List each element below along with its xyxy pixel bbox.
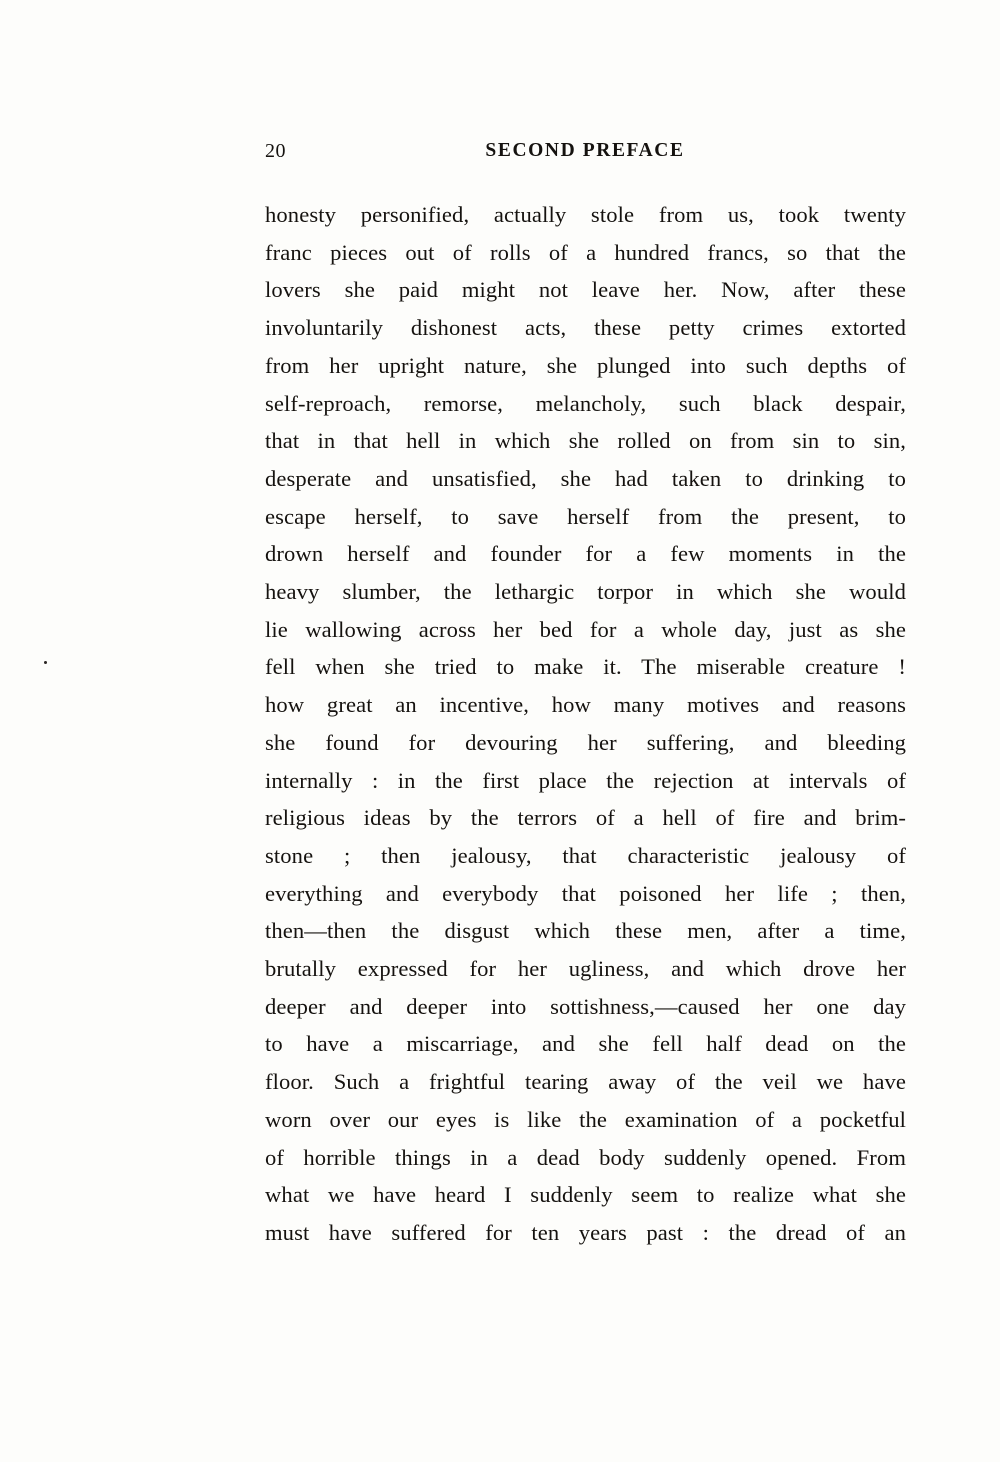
text-line: of horrible things in a dead body suddenly opened. From (265, 1144, 906, 1170)
text-line: deeper and deeper into sottishness,—caused her one day (265, 993, 906, 1019)
text-line: to have a miscarriage, and she fell half dead on the (265, 1031, 906, 1057)
text-line: drown herself and founder for a few moments in the (265, 541, 906, 567)
text-line: must have suffered for ten years past : the dread of an (265, 1219, 906, 1245)
text-line: lie wallowing across her bed for a whole day, just as she (265, 616, 906, 642)
text-line: how great an incentive, how many motives and reasons (265, 692, 906, 718)
text-line: stone ; then jealousy, that characteristic jealousy of (265, 842, 906, 868)
text-line: from her upright nature, she plunged into such depths of (265, 352, 906, 378)
text-line: desperate and unsatisfied, she had taken to drinking to (265, 465, 906, 491)
text-line: fell when she tried to make it. The miserable creature ! (265, 654, 906, 680)
running-head (265, 140, 905, 166)
text-line: escape herself, to save herself from the present, to (265, 503, 906, 529)
text-line: self-reproach, remorse, melancholy, such black despair, (265, 390, 906, 416)
text-line: honesty personified, actually stole from us, took twenty (265, 202, 906, 227)
text-line: lovers she paid might not leave her. Now, after these (265, 277, 906, 303)
text-line: that in that hell in which she rolled on from sin to sin, (265, 428, 906, 454)
text-line: what we have heard I suddenly seem to realize what she (265, 1182, 906, 1208)
text-line: brutally expressed for her ugliness, and which drove her (265, 956, 906, 982)
text-line: then—then the disgust which these men, after a time, (265, 918, 906, 944)
text-line: everything and everybody that poisoned her life ; then, (265, 880, 906, 906)
margin-mark (44, 661, 47, 664)
text-line: floor. Such a frightful tearing away of the veil we have (265, 1069, 906, 1095)
text-line: religious ideas by the terrors of a hell of fire and brim- (265, 805, 906, 831)
text-line: internally : in the first place the rejection at intervals of (265, 767, 906, 793)
text-line: worn over our eyes is like the examination of a pocketful (265, 1106, 906, 1132)
body-text (265, 196, 906, 1252)
page-number: 20 (265, 140, 286, 162)
text-line: heavy slumber, the lethargic torpor in which she would (265, 579, 906, 605)
text-line: she found for devouring her suffering, and bleeding (265, 729, 906, 755)
text-line: franc pieces out of rolls of a hundred francs, so that the (265, 239, 906, 265)
page-title: SECOND PREFACE (485, 140, 685, 161)
text-line: involuntarily dishonest acts, these petty crimes extorted (265, 315, 906, 341)
